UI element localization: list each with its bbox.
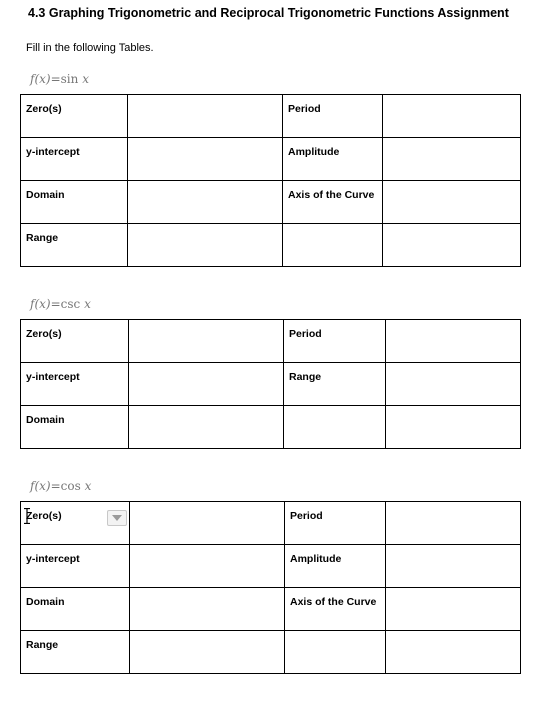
answer-cell[interactable]: [386, 588, 521, 631]
text-cursor-icon: [24, 508, 30, 524]
instructions-text: Fill in the following Tables.: [26, 42, 154, 54]
row-label: Axis of the Curve: [283, 181, 383, 224]
answer-cell[interactable]: [128, 138, 283, 181]
table-row: [21, 406, 521, 449]
table-row: [21, 588, 521, 631]
table-row: [21, 631, 521, 674]
chevron-down-icon[interactable]: [107, 510, 127, 526]
answer-cell[interactable]: [130, 502, 285, 545]
answer-cell[interactable]: [386, 406, 521, 449]
answer-cell[interactable]: [130, 545, 285, 588]
table-row: [21, 224, 521, 267]
row-label: Zero(s): [21, 95, 128, 138]
answer-cell[interactable]: [383, 224, 521, 267]
answer-cell[interactable]: [130, 631, 285, 674]
answer-cell[interactable]: [386, 545, 521, 588]
row-label: Zero(s): [21, 320, 129, 363]
row-label: y-intercept: [21, 363, 129, 406]
row-label: Domain: [21, 181, 128, 224]
row-label: [284, 406, 386, 449]
row-label: Period: [283, 95, 383, 138]
table-row: [21, 95, 521, 138]
row-label: Domain: [21, 588, 130, 631]
answer-cell[interactable]: [129, 320, 284, 363]
table-row: [21, 320, 521, 363]
function-label-cos: f(x)=cos x: [30, 479, 92, 493]
row-label: Amplitude: [285, 545, 386, 588]
row-label: Zero(s): [21, 502, 130, 545]
row-label: y-intercept: [21, 138, 128, 181]
row-label: [285, 631, 386, 674]
answer-cell[interactable]: [128, 181, 283, 224]
table-row: [21, 502, 521, 545]
answer-cell[interactable]: [386, 502, 521, 545]
table-row: [21, 363, 521, 406]
answer-cell[interactable]: [128, 224, 283, 267]
row-label: [283, 224, 383, 267]
row-label: y-intercept: [21, 545, 130, 588]
page-title: 4.3 Graphing Trigonometric and Reciprocal Trigonometric Functions Assignment: [28, 6, 509, 20]
row-label: Period: [284, 320, 386, 363]
table-csc: [20, 319, 521, 449]
answer-cell[interactable]: [383, 138, 521, 181]
row-label: Range: [284, 363, 386, 406]
answer-cell[interactable]: [386, 320, 521, 363]
table-row: [21, 138, 521, 181]
row-label: Axis of the Curve: [285, 588, 386, 631]
answer-cell[interactable]: [129, 406, 284, 449]
row-label: Range: [21, 224, 128, 267]
table-cos: [20, 501, 521, 674]
function-label-csc: f(x)=csc x: [30, 297, 91, 311]
function-label-sin: f(x)=sin x: [30, 72, 89, 86]
answer-cell[interactable]: [386, 363, 521, 406]
table-row: [21, 181, 521, 224]
answer-cell[interactable]: [128, 95, 283, 138]
row-label: Amplitude: [283, 138, 383, 181]
table-sin: [20, 94, 521, 267]
row-label: Range: [21, 631, 130, 674]
answer-cell[interactable]: [130, 588, 285, 631]
table-row: [21, 545, 521, 588]
row-label: Domain: [21, 406, 129, 449]
answer-cell[interactable]: [383, 95, 521, 138]
answer-cell[interactable]: [386, 631, 521, 674]
row-label: Period: [285, 502, 386, 545]
answer-cell[interactable]: [129, 363, 284, 406]
answer-cell[interactable]: [383, 181, 521, 224]
